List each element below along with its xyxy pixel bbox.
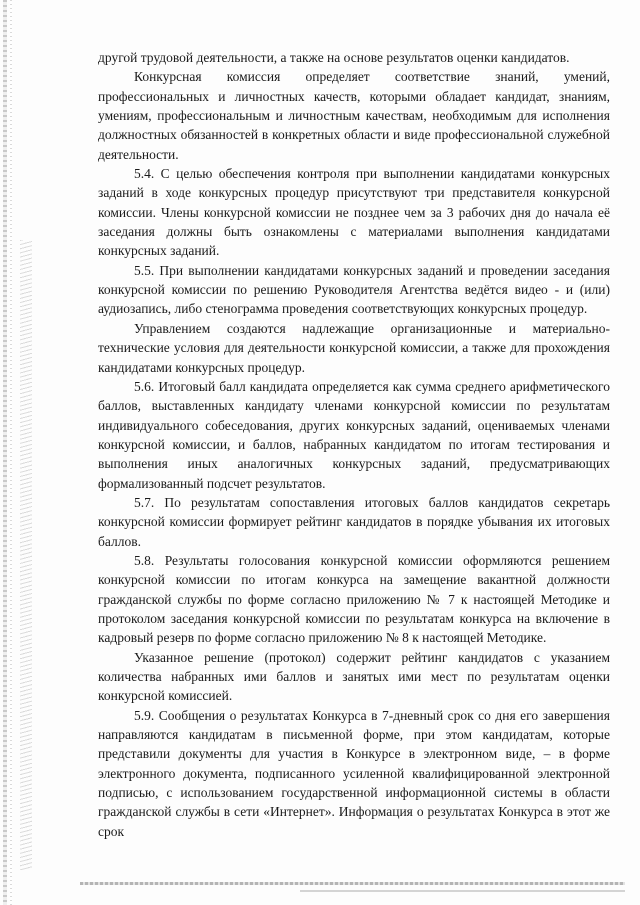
paragraph-management: Управлением создаются надлежащие организационные и материально-технические условия для деятельности конкурсной комиссии, а также для прохождения кандидатами конкурсных процедур. — [98, 320, 610, 375]
paragraph-decision: Указанное решение (протокол) содержит рейтинг кандидатов с указанием количества набранных ими баллов и занятых ими мест по результатам оценки конкурсной комиссией. — [98, 649, 610, 704]
document-body — [98, 48, 610, 841]
scan-left-edge — [3, 0, 7, 905]
paragraph-5-9: 5.9. Сообщения о результатах Конкурса в 7-дневный срок со дня его завершения направляются кандидатам в письменной форме, при этом кандидатам, которые представили документы для участия в Конкурсе в электронном виде, – в форме электронного документа, подписанного усиленной квалифицированной электронной подписью, с использованием государственной информационной системы в области гражданской службы в сети «Интернет». Информация о результатах Конкурса в этот же срок — [98, 707, 610, 839]
paragraph-continuation: другой трудовой деятельности, а также на основе результатов оценки кандидатов. — [98, 50, 570, 65]
paragraph-5-7: 5.7. По результатам сопоставления итоговых баллов кандидатов секретарь конкурсной комиссии формирует рейтинг кандидатов в порядке убывания их итоговых баллов. — [98, 494, 610, 549]
paragraph-commission-determines: Конкурсная комиссия определяет соответствие знаний, умений, профессиональных и личностных качеств, которыми обладает кандидат, знаниям, умениям, профессиональным и личностным качествам, необходимым для исполнения должностных обязанностей в конкретных области и виде профессиональной служебной деятельности. — [98, 69, 610, 162]
paragraph-5-5: 5.5. При выполнении кандидатами конкурсных заданий и проведении заседания конкурсной комиссии по решению Руководителя Агентства ведётся видео - и (или) аудиозапись, либо стенограмма проведения соответствующих конкурсных процедур. — [98, 262, 610, 317]
paragraph-5-8: 5.8. Результаты голосования конкурсной комиссии оформляются решением конкурсной комиссии по итогам конкурса на замещение вакантной должности гражданской службы по форме согласно приложению № 7 к настоящей Методике и протоколом заседания конкурсной комиссии по результатам конкурса на включение в кадровый резерв по форме согласно приложению № 8 к настоящей Методике. — [98, 552, 610, 646]
paragraph-5-6: 5.6. Итоговый балл кандидата определяется как сумма среднего арифметического баллов, выставленных кандидату членами конкурсной комиссии по результатам индивидуального собеседования, других конкурсных заданий, оцениваемых членами конкурсной комиссии, и баллов, набранных кандидатом по итогам тестирования и выполнения иных аналогичных конкурсных заданий, предусматривающих формализованный подсчет результатов. — [98, 378, 610, 491]
paragraph-5-4: 5.4. С целью обеспечения контроля при выполнении кандидатами конкурсных заданий в ходе конкурсных процедур присутствуют три представителя конкурсной комиссии. Члены конкурсной комиссии не позднее чем за 3 рабочих дня до начала её заседания должны быть ознакомлены с материалами выполнения кандидатами конкурсных заданий. — [98, 166, 610, 259]
scan-bottom-line — [80, 882, 625, 885]
scan-artifact-stripe — [20, 240, 32, 870]
scan-bottom-line-secondary — [300, 890, 625, 892]
scan-left-edge-inner — [10, 0, 12, 905]
